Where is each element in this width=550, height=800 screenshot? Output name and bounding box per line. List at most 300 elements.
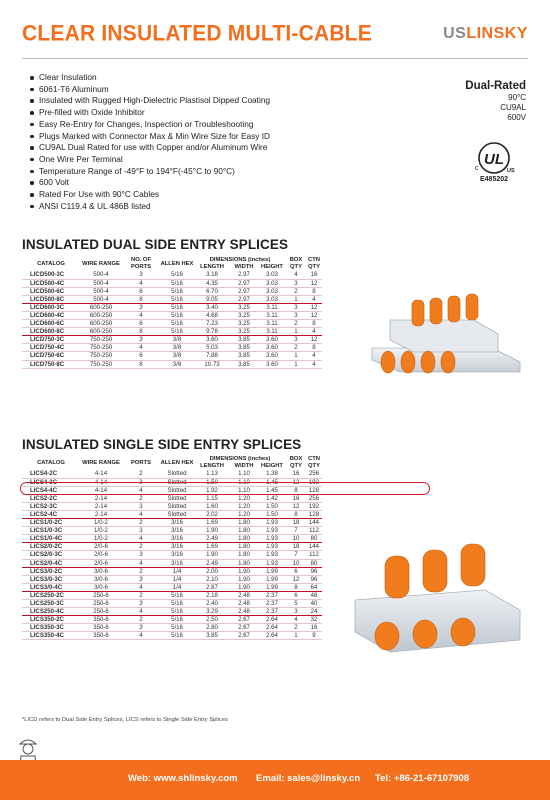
table-cell: 3.85 (230, 344, 258, 352)
table-cell: 12 (286, 502, 306, 510)
brand-logo (443, 25, 528, 43)
table-cell: Slotted (160, 478, 194, 486)
table-cell: 4 (286, 271, 306, 279)
table-cell: 750-250 (80, 360, 122, 368)
table-cell: 3.25 (230, 303, 258, 311)
table-cell: 1.90 (230, 583, 258, 591)
col-ports: PORTS (131, 459, 151, 466)
table-cell: 2 (122, 470, 160, 478)
table-cell: 1.93 (258, 551, 286, 559)
table-cell: 112 (306, 551, 322, 559)
table-cell: 9 (306, 632, 322, 640)
table-cell: 2 (122, 616, 160, 624)
col-ports: NO. OF PORTS (131, 257, 151, 270)
table-cell: 4.68 (194, 311, 230, 319)
table-cell: 3.25 (230, 328, 258, 336)
table-cell: 4 (122, 559, 160, 567)
table-cell: 2-14 (80, 494, 122, 502)
table-cell: 5/16 (160, 591, 194, 599)
table-cell: 1.92 (194, 486, 230, 494)
table-cell: 2 (122, 519, 160, 527)
table-cell: 5/16 (160, 632, 194, 640)
table-cell: 1.90 (194, 527, 230, 535)
table-cell: 3 (122, 271, 160, 279)
feature-item: Rated For Use with 90°C Cables (30, 189, 270, 201)
table-cell: LICD500-3C (22, 271, 80, 279)
table-cell: 2.10 (194, 575, 230, 583)
table-cell: 16 (286, 494, 306, 502)
dual-section-heading: INSULATED DUAL SIDE ENTRY SPLICES (22, 237, 289, 252)
table-cell: 12 (306, 311, 322, 319)
table-cell: 1.69 (194, 543, 230, 551)
table-cell: LICS1/0-3C (22, 527, 80, 535)
table-cell: 8 (306, 287, 322, 295)
table-cell: 48 (306, 591, 322, 599)
table-cell: 6 (122, 352, 160, 360)
ul-c-text: c (475, 165, 479, 172)
table-cell: 8 (122, 295, 160, 303)
table-cell: LICD600-3C (22, 303, 80, 311)
table-cell: 5/16 (160, 328, 194, 336)
table-cell: LICS250-3C (22, 600, 80, 608)
table-row (22, 502, 322, 510)
table-cell: 1.20 (230, 494, 258, 502)
table-cell: 2/0-6 (80, 543, 122, 551)
feature-item: Pre-filled with Oxide Inhibitor (30, 107, 270, 119)
table-cell: 4 (306, 360, 322, 368)
table-cell: 1.99 (258, 583, 286, 591)
table-cell: 1 (286, 352, 306, 360)
table-cell: 1.93 (258, 519, 286, 527)
table-cell: 12 (286, 478, 306, 486)
feature-item: 600 Volt (30, 177, 270, 189)
rating-material: CU9AL (500, 103, 526, 112)
table-cell: 3.11 (258, 303, 286, 311)
table-cell: 1.15 (194, 494, 230, 502)
table-cell: 1.42 (258, 494, 286, 502)
table-cell: 3.03 (258, 279, 286, 287)
table-row (22, 624, 322, 632)
table-row (22, 271, 322, 279)
table-row (22, 295, 322, 303)
table-cell: 1/0-2 (80, 535, 122, 543)
table-cell: 8 (286, 486, 306, 494)
single-section-heading: INSULATED SINGLE SIDE ENTRY SPLICES (22, 437, 302, 452)
table-cell: 3 (286, 336, 306, 344)
table-cell: LICS2-2C (22, 494, 80, 502)
table-cell: 2.48 (230, 608, 258, 616)
table-cell: 4 (306, 328, 322, 336)
table-cell: 2.00 (194, 567, 230, 575)
logo-us: US (443, 25, 467, 42)
table-row (22, 311, 322, 319)
table-cell: 2.49 (194, 559, 230, 567)
table-cell: 2/0-6 (80, 551, 122, 559)
table-cell: 3.85 (230, 352, 258, 360)
table-row (22, 494, 322, 502)
table-cell: LICS250-2C (22, 591, 80, 599)
table-cell: 5 (286, 600, 306, 608)
table-cell: 12 (306, 336, 322, 344)
table-row (22, 519, 322, 527)
table-cell: 2.80 (194, 624, 230, 632)
table-cell: 6.70 (194, 287, 230, 295)
table-cell: 2.37 (258, 608, 286, 616)
table-cell: 3/8 (160, 336, 194, 344)
table-cell: 7.23 (194, 320, 230, 328)
col-box-qty: BOX QTY (289, 456, 303, 469)
ul-us-text: US (507, 168, 515, 174)
table-cell: 80 (306, 559, 322, 567)
table-cell: 3 (122, 551, 160, 559)
table-cell: 1/4 (160, 567, 194, 575)
table-cell: 4 (122, 510, 160, 518)
table-cell: 9.78 (194, 328, 230, 336)
table-cell: 2.64 (258, 632, 286, 640)
table-cell: 1.45 (258, 478, 286, 486)
table-cell: 1.99 (258, 567, 286, 575)
table-cell: 2.02 (194, 510, 230, 518)
table-cell: 350-6 (80, 616, 122, 624)
table-row (22, 551, 322, 559)
table-cell: 2.37 (258, 600, 286, 608)
table-cell: 18 (286, 543, 306, 551)
table-cell: 112 (306, 527, 322, 535)
table-cell: 1.93 (258, 543, 286, 551)
table-cell: LICD750-3C (22, 336, 80, 344)
table-cell: 350-6 (80, 632, 122, 640)
table-cell: 2.67 (230, 624, 258, 632)
table-cell: 16 (306, 271, 322, 279)
table-cell: Slotted (160, 470, 194, 478)
table-cell: 2.49 (194, 535, 230, 543)
table-row (22, 583, 322, 591)
table-cell: 2.48 (230, 600, 258, 608)
table-cell: 3 (122, 575, 160, 583)
feature-item: CU9AL Dual Rated for use with Copper and/or Aluminum Wire (30, 142, 270, 154)
table-cell: 3/16 (160, 543, 194, 551)
feature-item: Plugs Marked with Connector Max & Min Wire Size for Easy ID (30, 131, 270, 143)
table-row (22, 336, 322, 344)
col-catalog: CATALOG (37, 459, 65, 466)
rating-title: Dual-Rated (465, 80, 526, 92)
table-cell: LICD500-8C (22, 295, 80, 303)
table-cell: 3 (286, 311, 306, 319)
table-cell: LICS1/0-2C (22, 519, 80, 527)
table-cell: 5/16 (160, 295, 194, 303)
table-cell: 4 (122, 583, 160, 591)
table-row (22, 510, 322, 518)
table-cell: 3 (286, 279, 306, 287)
table-cell: 2.37 (258, 591, 286, 599)
table-row (22, 616, 322, 624)
table-cell: 5/16 (160, 608, 194, 616)
table-cell: 3.60 (258, 344, 286, 352)
table-cell: LICS4-4C (22, 486, 80, 494)
table-cell: 16 (286, 470, 306, 478)
table-cell: 1/0-2 (80, 519, 122, 527)
table-cell: LICD600-4C (22, 311, 80, 319)
table-cell: 4-14 (80, 486, 122, 494)
table-cell: 5/16 (160, 279, 194, 287)
table-row (22, 470, 322, 478)
table-cell: 3 (122, 502, 160, 510)
rating-temp: 90°C (508, 93, 526, 102)
feature-item: Insulated with Rugged High-Dielectric Plastisol Dipped Coating (30, 95, 270, 107)
table-cell: 1 (286, 360, 306, 368)
table-cell: Slotted (160, 502, 194, 510)
table-cell: Slotted (160, 494, 194, 502)
table-cell: 3.85 (230, 360, 258, 368)
table-cell: LICD750-6C (22, 352, 80, 360)
col-length: LENGTH (200, 463, 224, 469)
table-cell: 3 (122, 303, 160, 311)
col-wire-range: WIRE RANGE (82, 459, 120, 466)
table-row (22, 535, 322, 543)
table-cell: 12 (306, 279, 322, 287)
table-cell: 750-250 (80, 352, 122, 360)
table-cell: 2.18 (194, 591, 230, 599)
table-cell: 500-4 (80, 287, 122, 295)
table-cell: 3.40 (194, 303, 230, 311)
table-cell: 3.29 (194, 608, 230, 616)
table-cell: 1.90 (230, 567, 258, 575)
table-cell: 3/16 (160, 535, 194, 543)
table-cell: 192 (306, 502, 322, 510)
table-cell: 1/4 (160, 583, 194, 591)
table-cell: 8 (122, 360, 160, 368)
table-cell: 80 (306, 535, 322, 543)
table-cell: 96 (306, 575, 322, 583)
contact-footer (0, 760, 550, 800)
table-cell: 128 (306, 486, 322, 494)
table-cell: 3/16 (160, 559, 194, 567)
table-cell: 1.10 (230, 478, 258, 486)
table-row (22, 591, 322, 599)
table-cell: 256 (306, 494, 322, 502)
table-row (22, 567, 322, 575)
table-cell: 3.60 (258, 352, 286, 360)
col-height: HEIGHT (261, 463, 283, 469)
table-cell: 5/16 (160, 624, 194, 632)
table-cell: 4 (122, 486, 160, 494)
table-cell: LICS1/0-4C (22, 535, 80, 543)
table-cell: 3/8 (160, 360, 194, 368)
table-cell: LICS2/0-2C (22, 543, 80, 551)
table-cell: 250-6 (80, 591, 122, 599)
dual-splice-product-image (342, 290, 532, 390)
table-cell: 2.97 (230, 279, 258, 287)
table-cell: 8 (286, 583, 306, 591)
col-dimensions: DIMENSIONS (inches) (209, 257, 271, 263)
table-cell: 3/16 (160, 527, 194, 535)
logo-linsky: LINSKY (466, 25, 528, 42)
table-cell: 4 (306, 295, 322, 303)
table-cell: 2.48 (230, 591, 258, 599)
table-cell: 1.93 (258, 527, 286, 535)
table-row (22, 600, 322, 608)
table-cell: 1.20 (230, 510, 258, 518)
table-cell: 750-250 (80, 336, 122, 344)
col-ctn-qty: CTN QTY (308, 257, 320, 270)
table-cell: 3 (122, 624, 160, 632)
table-cell: 3.85 (194, 632, 230, 640)
table-cell: 4-14 (80, 470, 122, 478)
col-dimensions: DIMENSIONS (inches) (209, 456, 271, 462)
table-cell: 3/16 (160, 551, 194, 559)
table-cell: 2 (286, 320, 306, 328)
feature-item: ANSI C119.4 & UL 486B listed (30, 201, 270, 213)
table-cell: 3.25 (230, 320, 258, 328)
table-cell: 2 (286, 344, 306, 352)
table-cell: 2.97 (230, 287, 258, 295)
table-cell: 256 (306, 470, 322, 478)
table-cell: 3.85 (230, 336, 258, 344)
table-cell: 3/0-6 (80, 583, 122, 591)
rating-voltage: 600V (507, 113, 526, 122)
table-cell: 1.20 (230, 502, 258, 510)
table-cell: 5/16 (160, 303, 194, 311)
col-width: WIDTH (234, 264, 254, 270)
table-row (22, 543, 322, 551)
table-cell: 2/0-6 (80, 559, 122, 567)
table-cell: LICD600-8C (22, 328, 80, 336)
table-cell: 2.67 (230, 616, 258, 624)
table-cell: 2 (122, 591, 160, 599)
table-cell: 1.13 (194, 470, 230, 478)
table-cell: LICS2/0-4C (22, 559, 80, 567)
table-cell: 12 (286, 575, 306, 583)
table-cell: 4 (306, 352, 322, 360)
table-cell: 2.64 (258, 624, 286, 632)
table-cell: 7 (286, 551, 306, 559)
table-cell: 1/4 (160, 575, 194, 583)
ul-listing-mark (468, 141, 520, 183)
table-cell: 1.50 (258, 502, 286, 510)
table-cell: Slotted (160, 510, 194, 518)
table-cell: LICS2-4C (22, 510, 80, 518)
col-ctn-qty: CTN QTY (308, 456, 320, 469)
table-cell: 3/16 (160, 519, 194, 527)
table-row (22, 608, 322, 616)
table-cell: 32 (306, 616, 322, 624)
table-cell: 2.64 (258, 616, 286, 624)
table-row (22, 575, 322, 583)
table-cell: 3/0-6 (80, 567, 122, 575)
table-cell: 8 (286, 510, 306, 518)
table-cell: 2.50 (194, 616, 230, 624)
table-cell: 1 (286, 295, 306, 303)
col-box-qty: BOX QTY (289, 257, 303, 270)
table-cell: 1.80 (230, 519, 258, 527)
table-cell: LICS350-4C (22, 632, 80, 640)
table-row (22, 527, 322, 535)
table-cell: LICS2-3C (22, 502, 80, 510)
table-cell: 5/16 (160, 616, 194, 624)
footer-email: Email: sales@linsky.cn (256, 773, 361, 784)
table-cell: 1.80 (230, 527, 258, 535)
table-cell: LICS350-3C (22, 624, 80, 632)
table-cell: 192 (306, 478, 322, 486)
table-cell: LICS350-2C (22, 616, 80, 624)
table-cell: 1.80 (230, 551, 258, 559)
table-cell: LICD750-8C (22, 360, 80, 368)
table-cell: 3.03 (258, 295, 286, 303)
table-row (22, 328, 322, 336)
table-cell: 1.99 (258, 575, 286, 583)
table-cell: 1.10 (230, 470, 258, 478)
table-cell: 2.67 (230, 632, 258, 640)
col-length: LENGTH (200, 264, 224, 270)
table-cell: 5/16 (160, 600, 194, 608)
table-cell: 3.03 (258, 271, 286, 279)
ul-logo-icon (471, 141, 517, 175)
table-cell: 4 (122, 344, 160, 352)
table-cell: 3.11 (258, 320, 286, 328)
dual-splices-table (22, 257, 322, 369)
table-cell: LICS2/0-3C (22, 551, 80, 559)
table-cell: LICD500-6C (22, 287, 80, 295)
table-cell: 18 (286, 519, 306, 527)
table-cell: LICD500-4C (22, 279, 80, 287)
table-cell: 3/0-6 (80, 575, 122, 583)
table-cell: 6 (286, 591, 306, 599)
table-row (22, 344, 322, 352)
table-cell: 3.18 (194, 271, 230, 279)
feature-item: Easy Re-Entry for Changes, Inspection or Troubleshooting (30, 119, 270, 131)
table-cell: 3 (286, 303, 306, 311)
table-cell: 1.38 (258, 470, 286, 478)
table-cell: 128 (306, 510, 322, 518)
table-cell: 5/16 (160, 287, 194, 295)
rating-block (465, 81, 526, 123)
table-cell: 600-250 (80, 328, 122, 336)
table-cell: 10.73 (194, 360, 230, 368)
table-cell: 600-250 (80, 303, 122, 311)
table-cell: 1/0-2 (80, 527, 122, 535)
feature-item: Temperature Range of -49°F to 194°F(-45°C to 90°C) (30, 166, 270, 178)
table-cell: 1.80 (230, 535, 258, 543)
table-cell: 750-250 (80, 344, 122, 352)
table-cell: 3/8 (160, 344, 194, 352)
col-height: HEIGHT (261, 264, 283, 270)
table-cell: LICS4-2C (22, 470, 80, 478)
table-cell: 6 (122, 320, 160, 328)
table-cell: 3.60 (258, 360, 286, 368)
svg-text:UL: UL (484, 151, 504, 168)
col-width: WIDTH (234, 463, 254, 469)
table-cell: 5.03 (194, 344, 230, 352)
table-cell: 3 (122, 478, 160, 486)
table-cell: 4 (122, 608, 160, 616)
table-cell: 1.80 (230, 543, 258, 551)
table-cell: 1.50 (258, 510, 286, 518)
header-divider (22, 58, 528, 59)
feature-item: Clear Insulation (30, 72, 270, 84)
table-cell: 1.90 (230, 575, 258, 583)
table-cell: 2 (122, 567, 160, 575)
table-cell: Slotted (160, 486, 194, 494)
col-catalog: CATALOG (37, 260, 65, 267)
table-cell: 4.35 (194, 279, 230, 287)
table-cell: 600-250 (80, 311, 122, 319)
table-cell: 1.60 (194, 502, 230, 510)
footer-web: Web: www.shlinsky.com (128, 773, 238, 784)
table-cell: 3 (286, 608, 306, 616)
table-cell: LICD750-4C (22, 344, 80, 352)
table-cell: 5/16 (160, 271, 194, 279)
table-cell: 9.05 (194, 295, 230, 303)
